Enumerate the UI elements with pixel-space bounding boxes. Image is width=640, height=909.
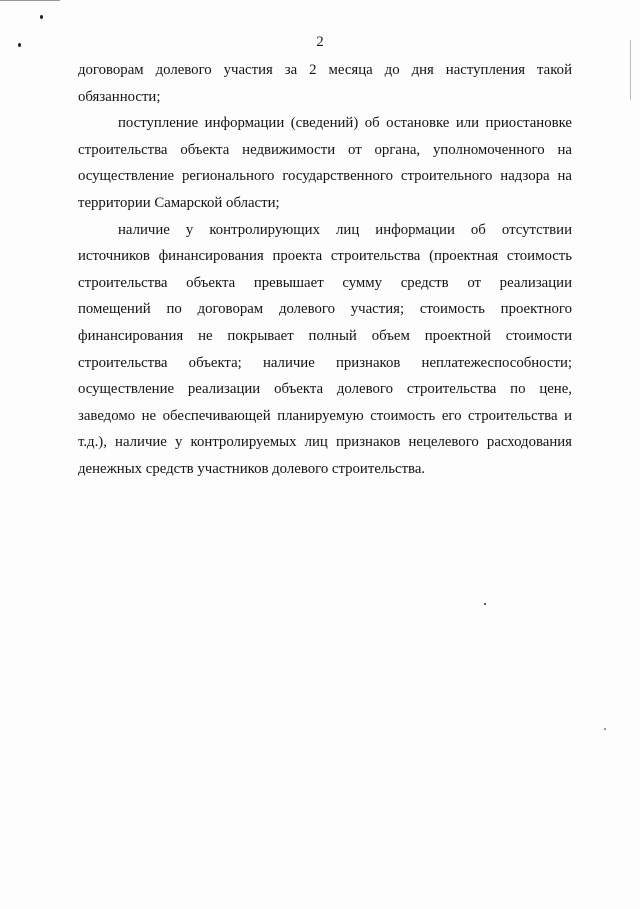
text-line: осуществление регионального государственного строительного надзора на (78, 168, 572, 185)
text-line: т.д.), наличие у контролируемых лиц признаков нецелевого расходования (78, 434, 572, 451)
scan-speck (40, 15, 43, 19)
document-body (78, 57, 572, 483)
scan-edge-mark (0, 0, 60, 1)
text-line: договорам долевого участия за 2 месяца до дня наступления такой (78, 62, 572, 78)
text-line: строительства объекта превышает сумму средств от реализации (78, 274, 572, 291)
text-line: строительства объекта; наличие признаков неплатежеспособности; (78, 354, 572, 371)
text-line: финансирования не покрывает полный объем проектной стоимости (78, 327, 572, 344)
paragraph (78, 57, 572, 110)
text-line: строительства объекта недвижимости от органа, уполномоченного на (78, 141, 572, 158)
scan-speck (604, 728, 606, 730)
text-line: денежных средств участников долевого строительства. (78, 460, 426, 477)
text-line: осуществление реализации объекта долевого строительства по цене, (78, 381, 572, 398)
text-line: помещений по договорам долевого участия; стоимость проектного (78, 301, 572, 318)
page-number: 2 (316, 34, 324, 50)
text-line: обязанности; (78, 88, 161, 105)
paragraph (78, 217, 572, 483)
text-line: заведомо не обеспечивающей планируемую стоимость его строительства и (78, 407, 572, 424)
text-line: источников финансирования проекта строительства (проектная стоимость (78, 248, 572, 265)
paragraph (78, 110, 572, 216)
text-line: наличие у контролирующих лиц информации об отсутствии (118, 221, 572, 238)
text-line: поступление информации (сведений) об остановке или приостановке (118, 115, 572, 132)
scan-speck (484, 603, 486, 605)
text-line: территории Самарской области; (78, 194, 280, 211)
